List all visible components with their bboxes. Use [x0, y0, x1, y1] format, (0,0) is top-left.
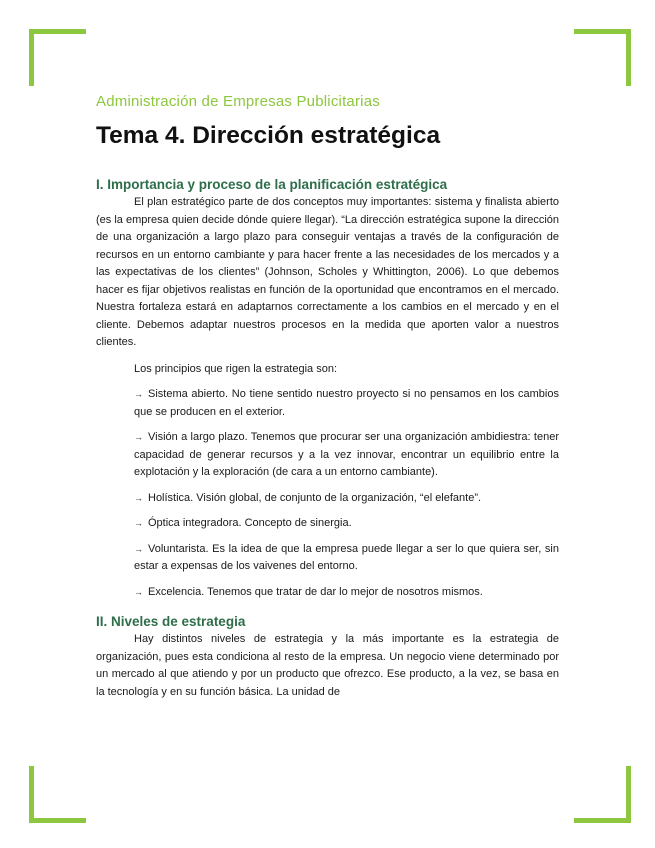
- arrow-icon: →: [134, 389, 143, 399]
- principles-intro: Los principios que rigen la estrategia son:: [134, 362, 338, 375]
- principle-item: → Excelencia. Tenemos que tratar de dar lo mejor de nosotros mismos.: [134, 585, 483, 598]
- section-heading-1: I. Importancia y proceso de la planificación estratégica: [96, 177, 448, 192]
- principle-item: → Voluntarista. Es la idea de que la empresa puede llegar a ser lo que quiera ser, sin estar a expensas de los vaivenes del entorno.: [134, 542, 559, 572]
- arrow-icon: →: [134, 543, 143, 554]
- section-1-paragraph: El plan estratégico parte de dos conceptos muy importantes: sistema y finalista abierto (es la empresa quien decide dónde quiere llegar). “La dirección estratégica supone la dirección de una organización a largo plazo para conseguir ventajas a través de la configuración de recursos en un entorno cambiante y para hacer frente a las necesidades de los mercados y a las expectativas de los clientes” (Johnson, Scholes y Whittington, 2006). Lo que debemos hacer es fijar objetivos realistas en función de la oportunidad que encontramos en el mercado. Nuestra fortaleza estará en adaptarnos correctamente a los cambios en el mercado y en el cliente. Debemos adaptar nuestros procesos en la medida que aporten valor a nuestros clientes.: [96, 196, 559, 348]
- page-title: Tema 4. Dirección estratégica: [96, 122, 441, 149]
- course-subject: Administración de Empresas Publicitarias: [96, 93, 380, 110]
- arrow-icon: →: [134, 586, 143, 597]
- arrow-icon: →: [134, 518, 143, 528]
- principle-item: → Holística. Visión global, de conjunto de la organización, “el elefante”.: [134, 491, 482, 504]
- principle-item: → Sistema abierto. No tiene sentido nuestro proyecto si no pensamos en los cambios que se producen en el exterior.: [134, 388, 559, 418]
- principle-item: → Óptica integradora. Concepto de sinergia.: [134, 517, 352, 529]
- section-heading-2: II. Niveles de estrategia: [96, 614, 246, 629]
- arrow-icon: →: [134, 432, 143, 442]
- corner-mark-top-left: [29, 29, 86, 86]
- principles-block: [134, 361, 559, 602]
- page-content: [96, 92, 559, 701]
- corner-mark-bottom-right: [574, 766, 631, 823]
- section-2-paragraph: Hay distintos niveles de estrategia y la más importante es la estrategia de organización, pues esta condiciona al resto de la empresa. Un negocio viene determinado por un mercado al que atiendo y por un producto que ofrezco. Ese producto, a la vez, se basa en la tecnología y en su función básica. La unidad de: [96, 633, 559, 698]
- arrow-icon: →: [134, 492, 143, 503]
- principle-item: → Visión a largo plazo. Tenemos que procurar ser una organización ambidiestra: tener capacidad de generar recursos y a la vez innovar, encontrar un equilibrio entre la explotación y la exploración (de cara a un entorno cambiante).: [134, 431, 559, 478]
- corner-mark-top-right: [574, 29, 631, 86]
- corner-mark-bottom-left: [29, 766, 86, 823]
